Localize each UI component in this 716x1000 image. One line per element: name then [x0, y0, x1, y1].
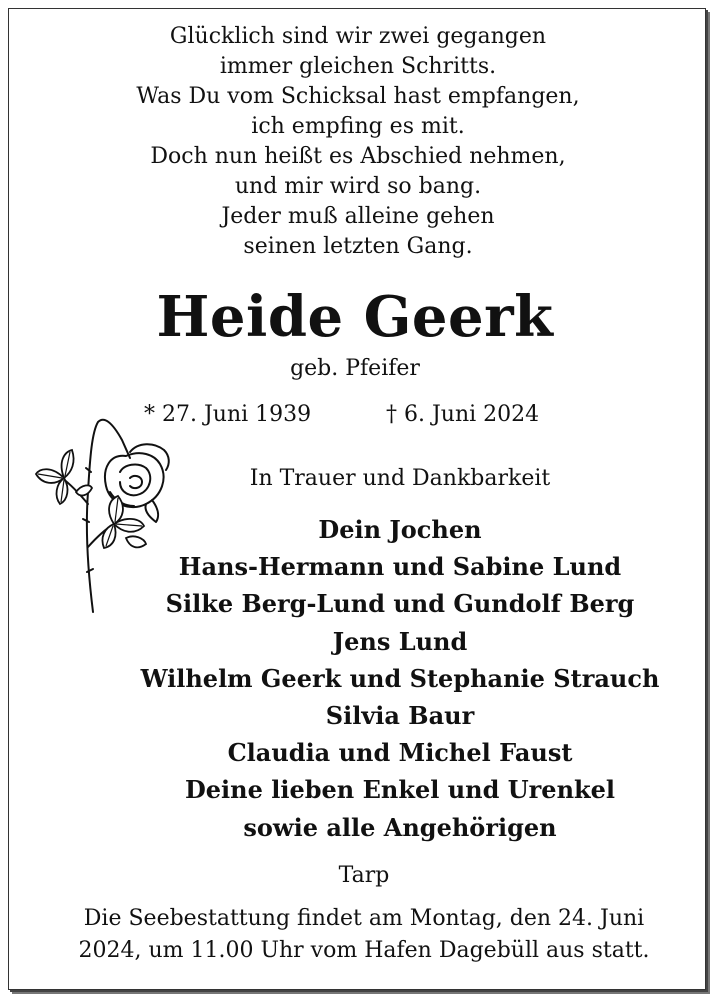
mourner-line: Dein Jochen	[318, 515, 482, 544]
poem-line: ich empfing es mit.	[251, 114, 465, 139]
mourner-line: Jens Lund	[332, 626, 468, 656]
mourner-line: Silke Berg-Lund und Gundolf Berg	[165, 589, 635, 619]
mourner-line: Deine lieben Enkel und Urenkel	[184, 775, 616, 805]
service-line: Die Seebestattung findet am Montag, den 24. Juni	[83, 906, 645, 931]
maiden-name: geb. Pfeifer	[290, 356, 420, 381]
birth-date: * 27. Juni 1939	[144, 402, 312, 427]
mourner-line: Claudia und Michel Faust	[227, 738, 573, 768]
death-date: † 6. Juni 2024	[386, 402, 540, 427]
mourner-line: Wilhelm Geerk und Stephanie Strauch	[140, 663, 660, 693]
mourner-line: Hans-Hermann und Sabine Lund	[178, 552, 622, 582]
service-line: 2024, um 11.00 Uhr vom Hafen Dagebüll aus statt.	[78, 938, 650, 963]
deceased-name: Heide Geerk	[156, 284, 554, 350]
mourners-list	[100, 511, 700, 846]
poem-line: Doch nun heißt es Abschied nehmen,	[150, 144, 566, 169]
intro-text: In Trauer und Dankbarkeit	[249, 466, 551, 491]
service-notice	[0, 903, 716, 967]
poem-line: Jeder muß alleine gehen	[221, 204, 495, 229]
poem-line: seinen letzten Gang.	[243, 234, 473, 259]
poem-line: Was Du vom Schicksal hast empfangen,	[136, 84, 580, 109]
mourner-line: Silvia Baur	[325, 701, 475, 731]
poem	[0, 22, 716, 262]
poem-line: und mir wird so bang.	[234, 174, 482, 199]
poem-line: immer gleichen Schritts.	[219, 54, 497, 79]
place: Tarp	[338, 863, 390, 888]
poem-line: Glücklich sind wir zwei gegangen	[169, 24, 547, 49]
mourner-line: sowie alle Angehörigen	[243, 812, 557, 842]
